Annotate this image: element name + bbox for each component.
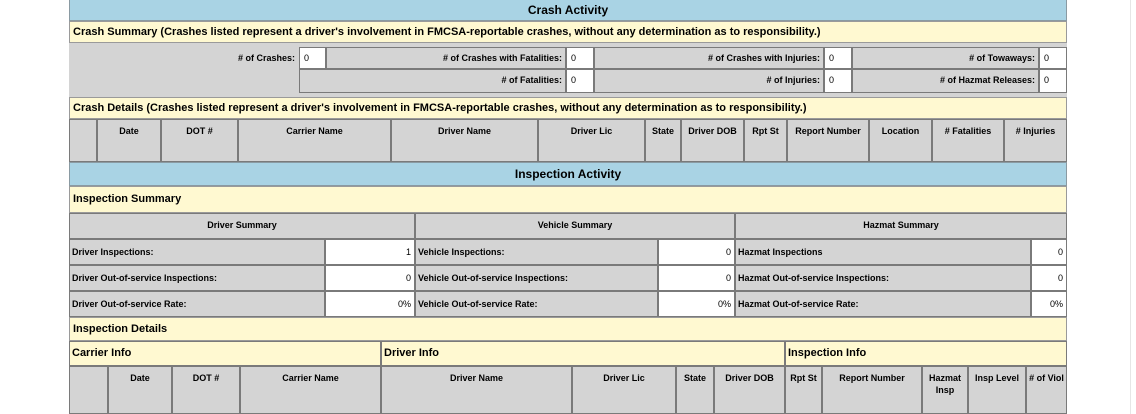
- hazmat-oos-rate-value: 0%: [1031, 291, 1067, 317]
- insp-col-num-viol: # of Viol: [1026, 366, 1067, 414]
- driver-oos-rate-value: 0%: [325, 291, 415, 317]
- insp-col-select: [69, 366, 108, 414]
- crash-col-driver-lic: Driver Lic: [538, 119, 645, 162]
- fatalities-label: # of Fatalities:: [299, 69, 566, 93]
- inspection-info-group: Inspection Info: [785, 341, 1067, 366]
- insp-col-state: State: [676, 366, 714, 414]
- crash-details-header: [69, 119, 1067, 162]
- crashes-value: 0: [299, 47, 326, 69]
- vehicle-oos-rate-value: 0%: [658, 291, 735, 317]
- vehicle-oos-label: Vehicle Out-of-service Inspections:: [415, 265, 658, 291]
- crash-col-select: [69, 119, 97, 162]
- fatal-crashes-label: # of Crashes with Fatalities:: [326, 47, 566, 69]
- insp-col-dot: DOT #: [172, 366, 240, 414]
- injury-crashes-value: 0: [824, 47, 852, 69]
- insp-col-rpt-st: Rpt St: [785, 366, 822, 414]
- hazmat-summary-header: Hazmat Summary: [735, 213, 1067, 239]
- crashes-label: # of Crashes:: [69, 47, 299, 69]
- crash-summary-label: Crash Summary (Crashes listed represent a driver's involvement in FMCSA-reportable crashes, without any determination as to responsibility.): [69, 21, 1067, 43]
- insp-col-driver-name: Driver Name: [381, 366, 572, 414]
- vehicle-inspections-label: Vehicle Inspections:: [415, 239, 658, 265]
- insp-col-driver-dob: Driver DOB: [714, 366, 785, 414]
- inspection-detail-groups: [69, 341, 1067, 366]
- crash-summary-grid: [69, 43, 1067, 99]
- driver-inspections-label: Driver Inspections:: [69, 239, 325, 265]
- hazmat-oos-label: Hazmat Out-of-service Inspections:: [735, 265, 1031, 291]
- towaways-value: 0: [1039, 47, 1067, 69]
- insp-col-report-number: Report Number: [822, 366, 922, 414]
- hazmat-inspections-value: 0: [1031, 239, 1067, 265]
- hazmat-inspections-label: Hazmat Inspections: [735, 239, 1031, 265]
- injuries-label: # of Injuries:: [594, 69, 824, 93]
- hazmat-oos-rate-label: Hazmat Out-of-service Rate:: [735, 291, 1031, 317]
- crash-col-driver-name: Driver Name: [391, 119, 538, 162]
- hazmat-releases-label: # of Hazmat Releases:: [852, 69, 1039, 93]
- viewer-edge: [1130, 0, 1131, 414]
- fatalities-value: 0: [566, 69, 594, 93]
- crash-col-driver-dob: Driver DOB: [681, 119, 744, 162]
- crash-col-date: Date: [97, 119, 161, 162]
- crash-col-state: State: [645, 119, 681, 162]
- injuries-value: 0: [824, 69, 852, 93]
- carrier-info-group: Carrier Info: [69, 341, 381, 366]
- crash-col-dot: DOT #: [161, 119, 238, 162]
- inspection-summary-grid: [69, 239, 1067, 317]
- fatal-crashes-value: 0: [566, 47, 594, 69]
- hazmat-oos-value: 0: [1031, 265, 1067, 291]
- insp-col-insp-level: Insp Level: [968, 366, 1026, 414]
- inspection-summary-label: Inspection Summary: [69, 186, 1067, 213]
- driver-oos-value: 0: [325, 265, 415, 291]
- crash-details-label: Crash Details (Crashes listed represent a driver's involvement in FMCSA-reportable crashes, without any determination as to responsibility.): [69, 97, 1067, 119]
- insp-col-date: Date: [108, 366, 172, 414]
- crash-col-injuries: # Injuries: [1004, 119, 1067, 162]
- crash-summary-spacer: [69, 69, 299, 99]
- driver-oos-label: Driver Out-of-service Inspections:: [69, 265, 325, 291]
- towaways-label: # of Towaways:: [852, 47, 1039, 69]
- report-page: [69, 0, 1067, 414]
- crash-col-report-number: Report Number: [787, 119, 869, 162]
- insp-col-carrier-name: Carrier Name: [240, 366, 381, 414]
- crash-col-rpt-st: Rpt St: [744, 119, 787, 162]
- inspection-summary-headers: [69, 213, 1067, 239]
- injury-crashes-label: # of Crashes with Injuries:: [594, 47, 824, 69]
- inspection-activity-title: Inspection Activity: [69, 162, 1067, 186]
- inspection-details-header: [69, 366, 1067, 414]
- vehicle-inspections-value: 0: [658, 239, 735, 265]
- hazmat-releases-value: 0: [1039, 69, 1067, 93]
- driver-oos-rate-label: Driver Out-of-service Rate:: [69, 291, 325, 317]
- vehicle-oos-rate-label: Vehicle Out-of-service Rate:: [415, 291, 658, 317]
- vehicle-oos-value: 0: [658, 265, 735, 291]
- driver-summary-header: Driver Summary: [69, 213, 415, 239]
- insp-col-hazmat-insp: Hazmat Insp: [922, 366, 968, 414]
- crash-col-carrier-name: Carrier Name: [238, 119, 391, 162]
- insp-col-driver-lic: Driver Lic: [572, 366, 676, 414]
- driver-inspections-value: 1: [325, 239, 415, 265]
- vehicle-summary-header: Vehicle Summary: [415, 213, 735, 239]
- crash-activity-title: Crash Activity: [69, 0, 1067, 21]
- crash-col-location: Location: [869, 119, 932, 162]
- driver-info-group: Driver Info: [381, 341, 785, 366]
- crash-col-fatalities: # Fatalities: [932, 119, 1004, 162]
- inspection-details-label: Inspection Details: [69, 317, 1067, 341]
